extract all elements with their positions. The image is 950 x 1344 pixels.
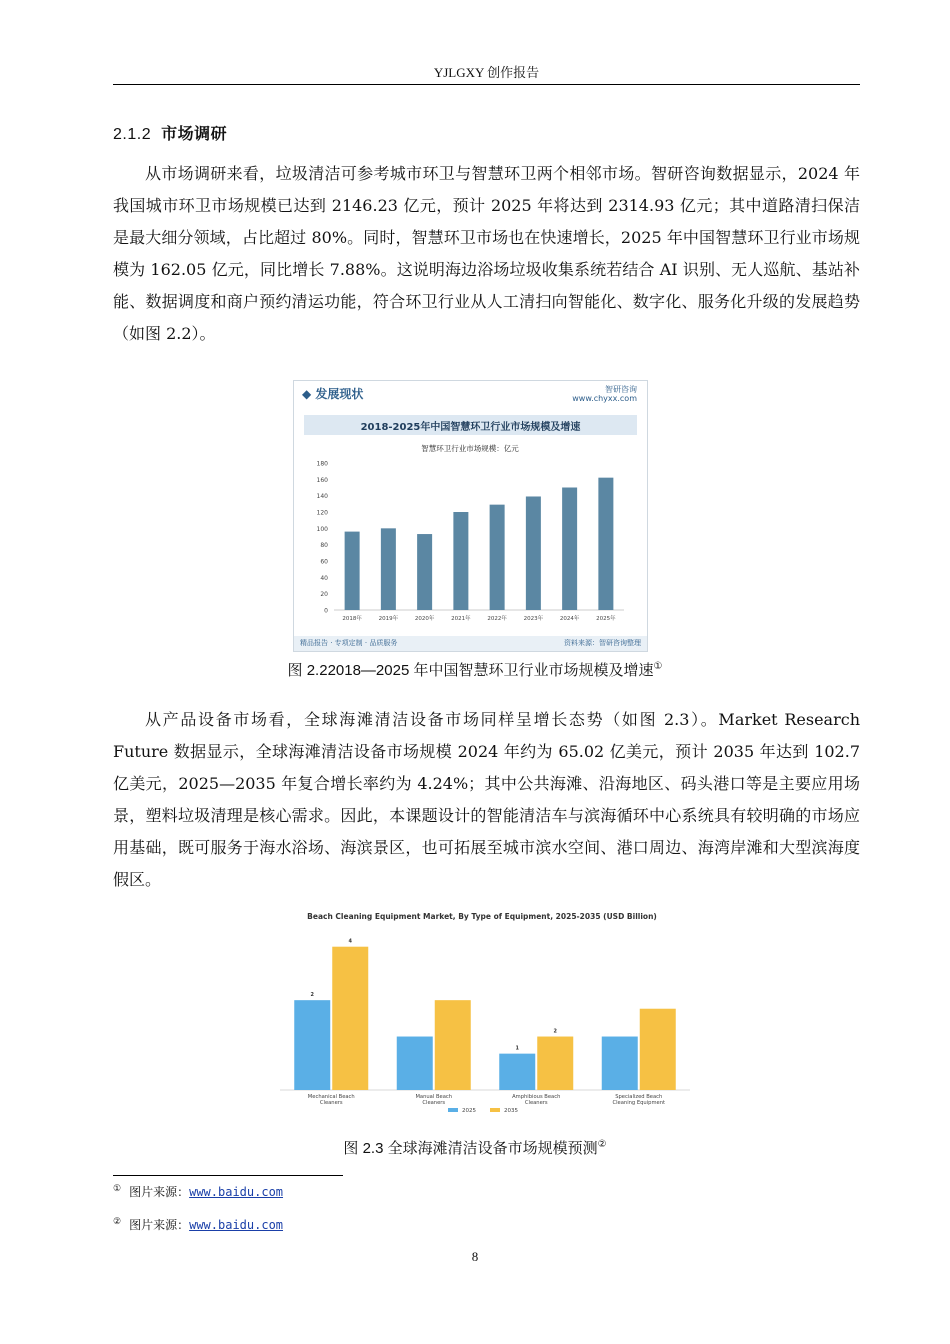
chart2-bar bbox=[640, 1009, 676, 1090]
footnote-1 bbox=[113, 1183, 283, 1200]
chart1-ytick-label: 180 bbox=[316, 460, 328, 468]
chart1-ytick-label: 0 bbox=[324, 607, 328, 615]
paragraph-equipment-market: 从产品设备市场看，全球海滩清洁设备市场同样呈增长态势（如图 2.3）。Market Research Future 数据显示，全球海滩清洁设备市场规模 2024 年约为 65.02 亿美元，预计 2035 年达到 102.7 亿美元，2025—2035 年复合增长率约为 4.24%；其中公共海滩、沿海地区、码头港口等是主要应用场景，塑料垃圾清理是核心需求。因此，本课题设计的智能清洁车与滨海循环中心系统具有较明确的市场应用基础，既可服务于海水浴场、海滨景区，也可拓展至城市滨水空间、港口周边、海湾岸滩和大型滨海度假区。 bbox=[113, 710, 860, 889]
chart1-title: 2018-2025年中国智慧环卫行业市场规模及增速 bbox=[360, 422, 581, 433]
xtick-line: Amphibious Beach bbox=[512, 1094, 561, 1100]
chart2-title: Beach Cleaning Equipment Market, By Type of Equipment, 2025-2035 (USD Billion) bbox=[307, 912, 657, 921]
xtick-line: Manual Beach bbox=[415, 1094, 453, 1100]
logo-url: www.chyxx.com bbox=[572, 394, 637, 403]
chart-title-band bbox=[304, 415, 637, 435]
figure1-caption-mark: ① bbox=[653, 661, 663, 672]
chart2-data-label: 4 bbox=[348, 938, 352, 945]
chart2-bar bbox=[435, 1000, 471, 1090]
chart2-legend-label: 2025 bbox=[462, 1108, 476, 1114]
section-title: 市场调研 bbox=[161, 126, 228, 143]
chart2-xtick-label bbox=[308, 1094, 355, 1106]
chart2-legend-label: 2035 bbox=[504, 1108, 518, 1114]
footnote-2 bbox=[113, 1216, 283, 1233]
chart1-xtick-label: 2021年 bbox=[451, 616, 471, 622]
footnote-label: 图片来源： bbox=[129, 1218, 190, 1232]
chart1-xtick-label: 2019年 bbox=[378, 616, 399, 622]
chart2-bar bbox=[332, 947, 368, 1090]
chart1-xtick-label: 2025年 bbox=[596, 616, 616, 622]
xtick-line: Cleaners bbox=[422, 1100, 446, 1106]
chart1-ytick-label: 140 bbox=[316, 493, 328, 501]
chart1-xtick-label: 2023年 bbox=[523, 616, 544, 622]
figure2-caption-mark: ② bbox=[597, 1139, 607, 1150]
chart1-bar bbox=[417, 534, 432, 610]
chart1-xtick-label: 2018年 bbox=[342, 616, 362, 622]
footnote-mark: ② bbox=[113, 1217, 122, 1227]
chart2-bar bbox=[397, 1037, 433, 1090]
chart1-bar bbox=[381, 528, 396, 610]
footnote-link[interactable]: www.baidu.com bbox=[189, 1185, 284, 1199]
chart2-legend-swatch bbox=[448, 1108, 458, 1112]
chart1-xtick-label: 2024年 bbox=[559, 616, 580, 622]
figure-tag: ◆ 发展现状 bbox=[302, 387, 364, 401]
zhiyan-logo bbox=[572, 385, 637, 403]
figure-beach-cleaning-chart bbox=[270, 906, 695, 1121]
section-heading bbox=[113, 121, 227, 144]
chart1-bar bbox=[345, 532, 360, 610]
chart1-ytick-label: 20 bbox=[320, 591, 328, 599]
footnote-mark: ① bbox=[113, 1184, 122, 1194]
chart1-ytick-label: 60 bbox=[320, 558, 328, 566]
footnote-label: 图片来源： bbox=[129, 1185, 190, 1199]
chart1-ytick-label: 120 bbox=[316, 509, 328, 517]
chart1-bar bbox=[526, 496, 541, 610]
figure1-caption bbox=[0, 659, 950, 680]
chart2-svg bbox=[270, 906, 695, 1121]
chart1-bar bbox=[562, 488, 577, 611]
chart2-xtick-label bbox=[612, 1094, 665, 1106]
footnote-link[interactable]: www.baidu.com bbox=[189, 1218, 284, 1232]
xtick-line: Cleaners bbox=[319, 1100, 343, 1106]
logo-name: 智研咨询 bbox=[605, 385, 637, 394]
chart1-svg bbox=[294, 435, 647, 635]
page-number: 8 bbox=[471, 1249, 479, 1264]
xtick-line: Specialized Beach bbox=[615, 1094, 663, 1100]
chart2-xtick-label bbox=[512, 1094, 560, 1106]
chart2-data-label: 2 bbox=[310, 992, 314, 999]
figure2-caption-text: 图 2.3 全球海滩清洁设备市场规模预测 bbox=[343, 1140, 598, 1157]
footer-source: 资料来源：智研咨询整理 bbox=[564, 639, 641, 647]
chart1-ytick-label: 100 bbox=[316, 525, 328, 533]
chart1-ytick-label: 80 bbox=[320, 542, 328, 550]
xtick-line: Cleaners bbox=[524, 1100, 548, 1106]
figure1-caption-text: 图 2.22018—2025 年中国智慧环卫行业市场规模及增速 bbox=[287, 662, 654, 679]
paragraph-market-research: 从市场调研来看，垃圾清洁可参考城市环卫与智慧环卫两个相邻市场。智研咨询数据显示，2024 年我国城市环卫市场规模已达到 2146.23 亿元，预计 2025 年将达到 2314.93 亿元；其中道路清扫保洁是最大细分领域，占比超过 80%。同时，智慧环卫市场也在快速增长，2025 年中国智慧环卫行业市场规模为 162.05 亿元，同比增长 7.88%。这说明海边浴场垃圾收集系统若结合 AI 识别、无人巡航、基站补能、数据调度和商户预约清运功能，符合环卫行业从人工清扫向智能化、数字化、服务化升级的发展趋势（如图 2.2）。 bbox=[113, 164, 860, 343]
figure-footer bbox=[294, 636, 647, 651]
figure-smart-sanitation-chart bbox=[293, 380, 648, 652]
chart2-xtick-label bbox=[415, 1094, 452, 1106]
chart2-bar bbox=[294, 1000, 330, 1090]
chart1-ytick-label: 40 bbox=[320, 574, 328, 582]
figure-topbar bbox=[294, 381, 647, 405]
footer-slogan: 精品报告 · 专项定制 · 品质服务 bbox=[300, 639, 398, 647]
xtick-line: Mechanical Beach bbox=[307, 1094, 355, 1100]
chart2-data-label: 1 bbox=[515, 1045, 519, 1052]
chart1-xtick-label: 2022年 bbox=[487, 616, 507, 622]
chart2-bar bbox=[499, 1054, 535, 1090]
chart2-legend-swatch bbox=[490, 1108, 500, 1112]
chart1-xtick-label: 2020年 bbox=[414, 616, 435, 622]
chart2-data-label: 2 bbox=[553, 1028, 557, 1035]
figure2-caption bbox=[0, 1137, 950, 1158]
chart2-bar bbox=[602, 1037, 638, 1090]
chart1-bar bbox=[490, 505, 505, 610]
chart1-bar bbox=[598, 478, 613, 610]
xtick-line: Cleaning Equipment bbox=[612, 1100, 666, 1106]
chart1-ytick-label: 160 bbox=[316, 476, 328, 484]
page-header: YJLGXY 创作报告 bbox=[113, 62, 860, 85]
chart1-bar bbox=[453, 512, 468, 610]
section-number: 2.1.2 bbox=[113, 126, 152, 143]
chart2-bar bbox=[537, 1037, 573, 1090]
chart1-legend: 智慧环卫行业市场规模：亿元 bbox=[421, 444, 519, 453]
footnote-divider bbox=[113, 1175, 343, 1176]
